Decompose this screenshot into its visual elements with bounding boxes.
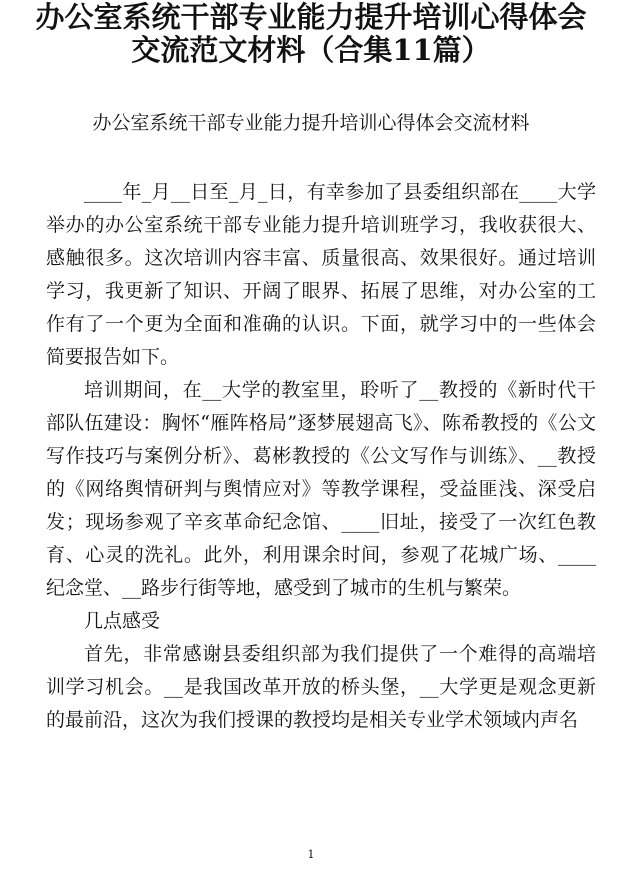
document-subtitle: 办公室系统干部专业能力提升培训心得体会交流材料 xyxy=(92,112,530,134)
document-title-line-1: 办公室系统干部专业能力提升培训心得体会 xyxy=(35,0,587,34)
document-body xyxy=(46,176,596,737)
section-heading: 几点感受 xyxy=(84,610,161,632)
paragraph-training: 培训期间，在__大学的教室里，聆听了__教授的《新时代干部队伍建设：胸怀“雁阵格局”逐梦展翅高飞》、陈希教授的《公文写作技巧与案例分析》、葛彬教授的《公文写作与训练》、__教授的《网络舆情研判与舆情应对》等教学课程，受益匪浅、深受启发；现场参观了辛亥革命纪念馆、____旧址，接受了一次红色教育、心灵的洗礼。此外，利用课余时间，参观了花城广场、____纪念堂、__路步行街等地，感受到了城市的生机与繁荣。 xyxy=(46,379,596,599)
paragraph-intro: ____年_月__日至_月_日，有幸参加了县委组织部在____大学举办的办公室系统干部专业能力提升培训班学习，我收获很大、感触很多。这次培训内容丰富、质量很高、效果很好。通过培训学习，我更新了知识、开阔了眼界、拓展了思维，对办公室的工作有了一个更为全面和准确的认识。下面，就学习中的一些体会简要报告如下。 xyxy=(46,181,596,368)
document-title-line-2: 交流范文材料（合集11篇） xyxy=(131,33,491,67)
paragraph-first-point: 首先，非常感谢县委组织部为我们提供了一个难得的高端培训学习机会。__是我国改革开放的桥头堡，__大学更是观念更新的最前沿，这次为我们授课的教授均是相关专业学术领域内声名 xyxy=(46,643,596,731)
page-number: 1 xyxy=(307,848,315,861)
